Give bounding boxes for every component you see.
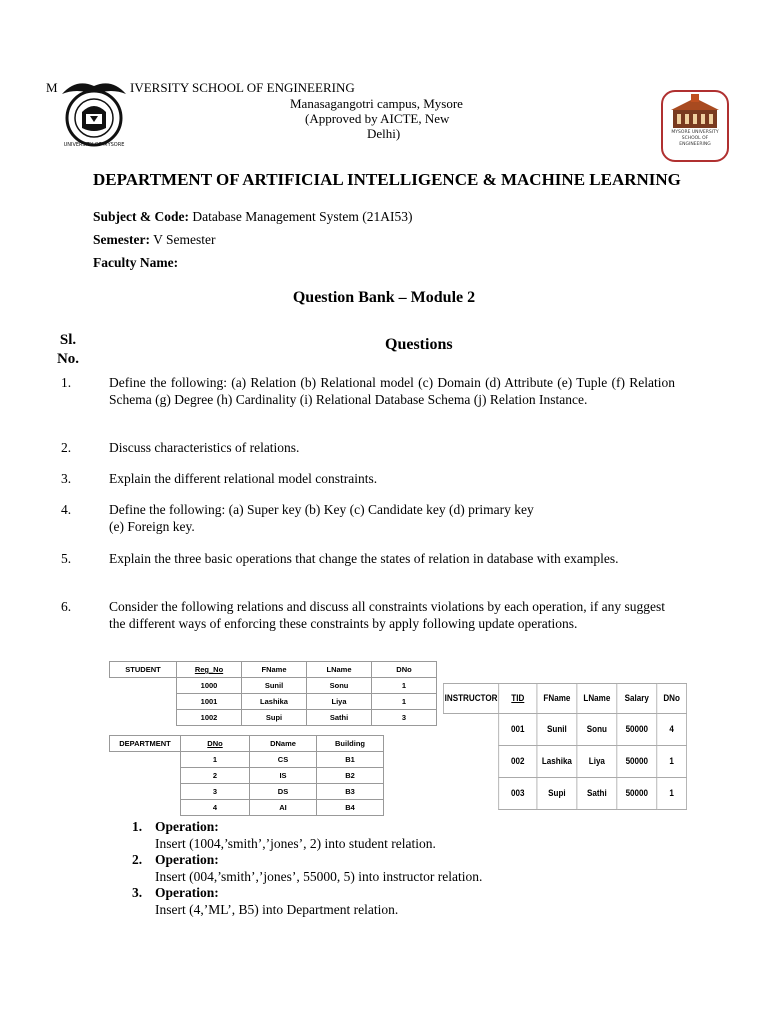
table-cell: AI xyxy=(250,800,317,816)
table-cell: Liya xyxy=(307,694,372,710)
institution-name-left: M xyxy=(46,80,58,95)
question-text xyxy=(109,502,675,535)
question-text-line-2: (e) Foreign key. xyxy=(109,518,195,534)
table-row xyxy=(110,678,437,694)
column-header: DNo xyxy=(657,684,687,714)
semester-value: V Semester xyxy=(149,232,216,247)
operation-text: Insert (1004,’smith’,’jones’, 2) into student relation. xyxy=(155,835,436,851)
sl-no-header xyxy=(48,331,88,369)
table-cell: Sunil xyxy=(242,678,307,694)
question-number: 1. xyxy=(61,375,72,390)
institution-name: IVERSITY SCHOOL OF ENGINEERING xyxy=(130,80,355,95)
question-text: Discuss characteristics of relations. xyxy=(109,440,300,455)
table-cell: B2 xyxy=(317,768,384,784)
operation-label: Operation: xyxy=(155,885,219,900)
table-cell: Supi xyxy=(537,778,577,810)
table-cell: 1001 xyxy=(177,694,242,710)
table-cell: Sunil xyxy=(537,714,577,746)
approval-line-2: Delhi) xyxy=(367,126,401,141)
questions-header: Questions xyxy=(385,336,453,353)
column-header: Salary xyxy=(617,684,657,714)
operation-item xyxy=(132,819,482,836)
table-row xyxy=(110,694,437,710)
operation-text: Insert (004,’smith’,’jones’, 55000, 5) into instructor relation. xyxy=(155,868,483,884)
table-cell: Lashika xyxy=(537,746,577,778)
operation-text: Insert (4,’ML’, B5) into Department relation. xyxy=(155,901,399,917)
table-cell: B1 xyxy=(317,752,384,768)
operation-item xyxy=(132,852,482,869)
question-text: Explain the different relational model constraints. xyxy=(109,471,378,486)
table-cell: IS xyxy=(250,768,317,784)
school-logo xyxy=(661,90,729,162)
semester-line xyxy=(93,232,215,248)
table-cell: 50000 xyxy=(617,746,657,778)
student-table xyxy=(109,661,437,726)
table-cell: 1 xyxy=(181,752,250,768)
column-header: TID xyxy=(499,684,537,714)
column-header: FName xyxy=(242,662,307,678)
column-header: FName xyxy=(537,684,577,714)
table-cell: Liya xyxy=(577,746,617,778)
university-seal-logo xyxy=(56,72,132,152)
table-cell: 002 xyxy=(499,746,537,778)
faculty-line xyxy=(93,255,178,271)
operation-number: 3. xyxy=(132,885,143,900)
school-logo-text-3: ENGINEERING xyxy=(679,142,711,147)
table-cell: 50000 xyxy=(617,778,657,810)
column-header: DNo xyxy=(181,736,250,752)
table-cell: 001 xyxy=(499,714,537,746)
table-cell: 4 xyxy=(181,800,250,816)
operation-item xyxy=(132,885,482,902)
table-name-cell: DEPARTMENT xyxy=(110,736,181,752)
table-row xyxy=(110,752,384,768)
campus-line: Manasagangotri campus, Mysore xyxy=(290,96,463,111)
table-cell: Sonu xyxy=(307,678,372,694)
operation-number: 1. xyxy=(132,819,143,834)
question-text: Define the following: (a) Relation (b) Relational model (c) Domain (d) Attribute (e) Tuple (f) Relation Schema (g) Degree (h) Cardinality (i) Relational Database Schema (j) Relation Instance. xyxy=(109,375,675,407)
subject-code-line xyxy=(93,209,412,225)
table-cell: 1 xyxy=(657,778,687,810)
column-header: Reg_No xyxy=(177,662,242,678)
table-cell: Sonu xyxy=(577,714,617,746)
school-logo-text-2: SCHOOL OF xyxy=(681,136,709,141)
question-text: Explain the three basic operations that change the states of relation in database with examples. xyxy=(109,551,619,566)
table-cell: 50000 xyxy=(617,714,657,746)
column-header: Building xyxy=(317,736,384,752)
sl-header-line-1: Sl. xyxy=(59,332,77,348)
table-row xyxy=(443,778,686,810)
table-name-cell: STUDENT xyxy=(110,662,177,678)
question-text-line-1: Define the following: (a) Super key (b) Key (c) Candidate key (d) primary key xyxy=(109,502,534,517)
instructor-table xyxy=(443,683,687,810)
question-text: Consider the following relations and discuss all constraints violations by each operation, if any suggest the different ways of enforcing these constraints by apply following update operations. xyxy=(109,599,666,631)
column-header: DNo xyxy=(372,662,437,678)
question-number: 5. xyxy=(61,551,72,566)
table-cell: 2 xyxy=(181,768,250,784)
subject-value: Database Management System (21AI53) xyxy=(189,209,413,224)
operation-label: Operation: xyxy=(155,852,219,867)
department-table xyxy=(109,735,384,816)
column-header: LName xyxy=(577,684,617,714)
operation-label: Operation: xyxy=(155,819,219,834)
question-number: 2. xyxy=(61,440,72,455)
operations-list xyxy=(132,819,482,918)
table-cell: CS xyxy=(250,752,317,768)
school-logo-text-1: MYSORE UNIVERSITY xyxy=(671,130,719,135)
table-cell: DS xyxy=(250,784,317,800)
table-cell: 1 xyxy=(372,694,437,710)
question-number: 4. xyxy=(61,502,72,517)
table-cell: Lashika xyxy=(242,694,307,710)
table-cell: 3 xyxy=(181,784,250,800)
table-cell: 003 xyxy=(499,778,537,810)
table-row xyxy=(443,714,686,746)
table-cell: Sathi xyxy=(307,710,372,726)
approval-line-1: (Approved by AICTE, New xyxy=(305,111,450,126)
table-cell: 1002 xyxy=(177,710,242,726)
table-cell: 1000 xyxy=(177,678,242,694)
faculty-label: Faculty Name: xyxy=(93,255,179,270)
table-cell: 3 xyxy=(372,710,437,726)
table-row xyxy=(110,768,384,784)
table-cell: Supi xyxy=(242,710,307,726)
table-name-cell: INSTRUCTOR xyxy=(443,684,498,714)
table-row xyxy=(110,800,384,816)
table-cell: B4 xyxy=(317,800,384,816)
column-header: LName xyxy=(307,662,372,678)
column-header: DName xyxy=(250,736,317,752)
table-cell: 4 xyxy=(657,714,687,746)
table-cell: B3 xyxy=(317,784,384,800)
table-row xyxy=(443,746,686,778)
table-cell: Sathi xyxy=(577,778,617,810)
semester-label: Semester: xyxy=(93,232,150,247)
department-heading: DEPARTMENT OF ARTIFICIAL INTELLIGENCE & MACHINE LEARNING xyxy=(93,170,681,189)
svg-text:UNIVERSITY OF MYSORE: UNIVERSITY OF MYSORE xyxy=(63,142,125,148)
sl-header-line-2: No. xyxy=(56,351,80,367)
document-title: Question Bank – Module 2 xyxy=(292,289,476,306)
table-cell: 1 xyxy=(657,746,687,778)
operation-number: 2. xyxy=(132,852,143,867)
question-number: 3. xyxy=(61,471,72,486)
table-row xyxy=(110,784,384,800)
table-cell: 1 xyxy=(372,678,437,694)
subject-label: Subject & Code: xyxy=(93,209,189,224)
table-row xyxy=(110,710,437,726)
question-number: 6. xyxy=(61,599,72,614)
